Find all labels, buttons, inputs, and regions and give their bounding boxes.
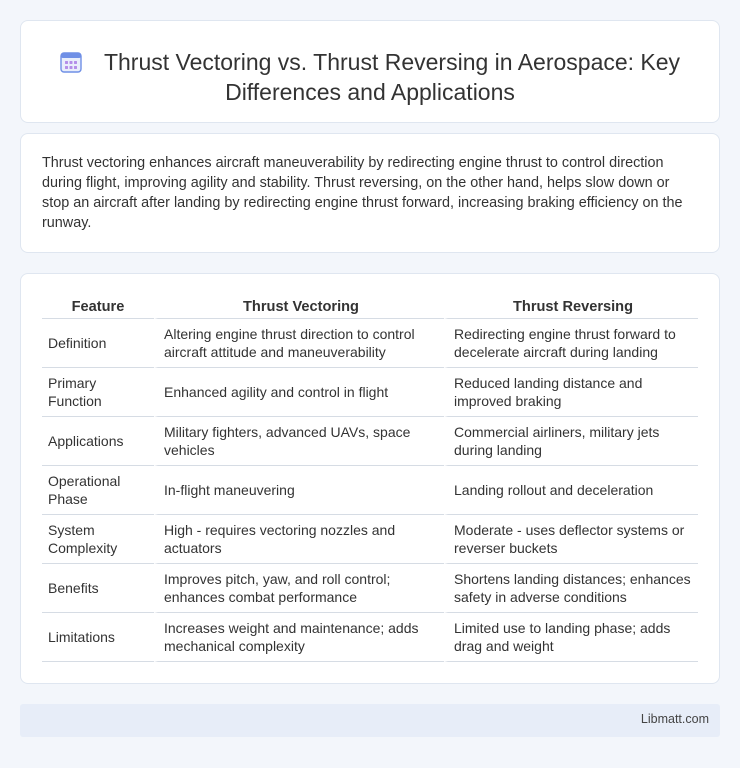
title-card <box>20 20 720 123</box>
row-vectoring: In-flight maneuvering <box>154 466 444 515</box>
table-row <box>42 466 698 515</box>
table-row <box>42 319 698 368</box>
row-vectoring: Improves pitch, yaw, and roll control; enhances combat performance <box>154 564 444 613</box>
calendar-icon <box>60 50 82 72</box>
comparison-card <box>20 273 720 684</box>
row-feature: Operational Phase <box>42 466 154 515</box>
header-thrust-reversing: Thrust Reversing <box>444 295 698 319</box>
table-row <box>42 564 698 613</box>
intro-paragraph: Thrust vectoring enhances aircraft maneuverability by redirecting engine thrust to control direction during flight, improving agility and stability. Thrust reversing, on the other hand, helps slow down or stop an aircraft after landing by redirecting engine thrust forward, increasing braking efficiency on the runway. <box>42 155 683 231</box>
header-feature: Feature <box>42 295 154 319</box>
table-row <box>42 515 698 564</box>
table-row <box>42 368 698 417</box>
row-feature: Benefits <box>42 564 154 613</box>
page-title: Thrust Vectoring vs. Thrust Reversing in Aerospace: Key Differences and Applications <box>103 49 681 105</box>
row-reversing: Shortens landing distances; enhances safety in adverse conditions <box>444 564 698 613</box>
table-row <box>42 613 698 662</box>
row-feature: Applications <box>42 417 154 466</box>
row-feature: Definition <box>42 319 154 368</box>
row-vectoring: Military fighters, advanced UAVs, space vehicles <box>154 417 444 466</box>
row-reversing: Landing rollout and deceleration <box>444 466 698 515</box>
row-reversing: Redirecting engine thrust forward to decelerate aircraft during landing <box>444 319 698 368</box>
row-reversing: Commercial airliners, military jets during landing <box>444 417 698 466</box>
row-feature: System Complexity <box>42 515 154 564</box>
row-reversing: Limited use to landing phase; adds drag and weight <box>444 613 698 662</box>
comparison-table <box>42 295 698 662</box>
row-vectoring: Enhanced agility and control in flight <box>154 368 444 417</box>
row-vectoring: Increases weight and maintenance; adds mechanical complexity <box>154 613 444 662</box>
intro-card <box>20 133 720 253</box>
row-feature: Primary Function <box>42 368 154 417</box>
table-row <box>42 417 698 466</box>
header-thrust-vectoring: Thrust Vectoring <box>154 295 444 319</box>
row-feature: Limitations <box>42 613 154 662</box>
footer-brand[interactable]: Libmatt.com <box>640 712 709 726</box>
table-header-row <box>42 295 698 319</box>
row-reversing: Reduced landing distance and improved braking <box>444 368 698 417</box>
page-title-wrap <box>21 47 719 107</box>
row-reversing: Moderate - uses deflector systems or reverser buckets <box>444 515 698 564</box>
row-vectoring: Altering engine thrust direction to control aircraft attitude and maneuverability <box>154 319 444 368</box>
row-vectoring: High - requires vectoring nozzles and actuators <box>154 515 444 564</box>
footer <box>20 704 720 737</box>
